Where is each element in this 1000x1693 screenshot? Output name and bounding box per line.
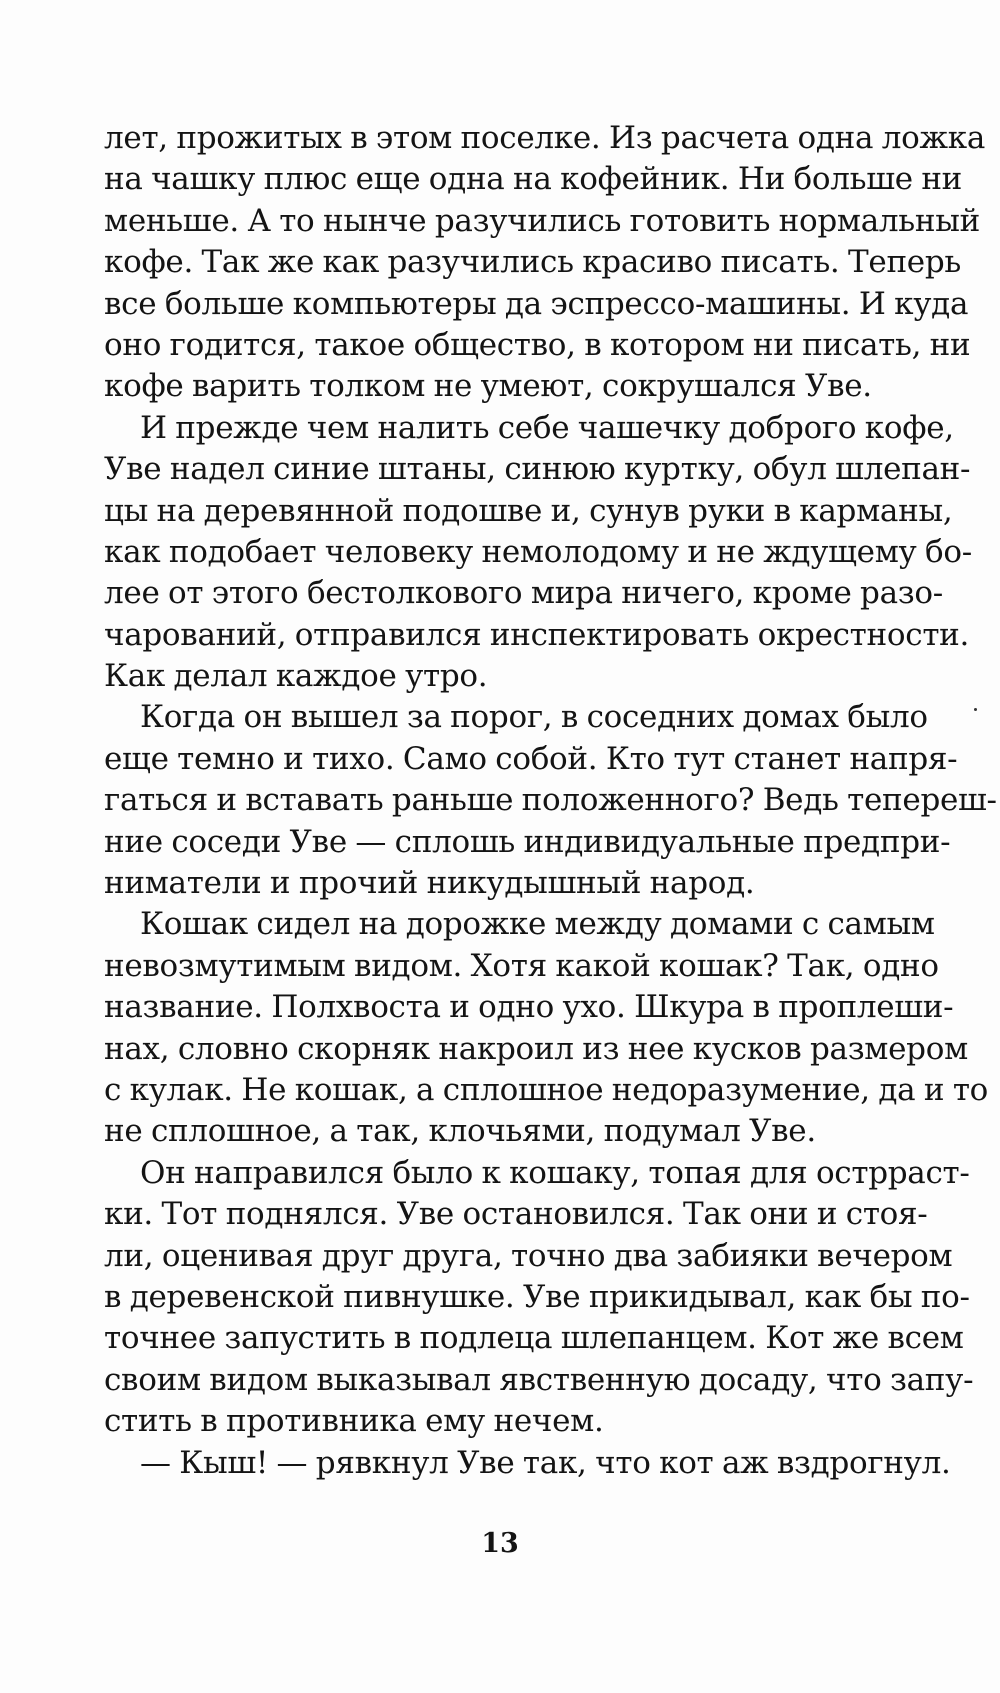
text-line: Он направился было к кошаку, топая для острраст- — [140, 1154, 970, 1191]
text-line: в деревенской пивнушке. Уве прикидывал, как бы по- — [104, 1278, 970, 1315]
text-line: Кошак сидел на дорожке между домами с самым — [140, 906, 935, 943]
paragraph-5 — [104, 1153, 974, 1443]
text-line: лет, прожитых в этом поселке. Из расчета одна ложка — [104, 120, 985, 156]
text-line: нах, словно скорняк накроил из нее кусков размером — [104, 1030, 968, 1067]
text-line: — Кыш! — рявкнул Уве так, что кот аж вздрогнул. — [140, 1444, 951, 1481]
paragraph-1 — [104, 118, 985, 408]
text-line: оно годится, такое общество, в котором ни писать, ни — [104, 326, 971, 363]
text-line: цы на деревянной подошве и, сунув руки в карманы, — [104, 492, 953, 529]
text-line: чарований, отправился инспектировать окрестности. — [104, 616, 970, 653]
text-line: как подобает человеку немолодому и не ждущему бо- — [104, 533, 972, 570]
text-line: кофе варить толком не умеют, сокрушался Уве. — [104, 368, 872, 405]
paragraph-2 — [104, 408, 972, 698]
text-line: Уве надел синие штаны, синюю куртку, обул шлепан- — [104, 451, 971, 488]
paragraph-3 — [104, 697, 997, 904]
text-line: ниматели и прочий никудышный народ. — [104, 865, 755, 902]
text-line: ли, оценивая друг друга, точно два забияки вечером — [104, 1237, 953, 1274]
text-line: еще темно и тихо. Само собой. Кто тут станет напря- — [104, 740, 958, 777]
text-line: своим видом выказывал явственную досаду, что запу- — [104, 1361, 974, 1398]
text-line: гаться и вставать раньше положенного? Ведь тепереш- — [104, 782, 997, 819]
text-line: Как делал каждое утро. — [104, 658, 488, 695]
page-number: 13 — [481, 1528, 519, 1559]
text-line: не сплошное, а так, клочьями, подумал Уве. — [104, 1113, 816, 1150]
text-line: ки. Тот поднялся. Уве остановился. Так они и стоя- — [104, 1196, 928, 1233]
text-line: все больше компьютеры да эспрессо-машины. И куда — [104, 285, 969, 322]
text-line: ние соседи Уве — сплошь индивидуальные предпри- — [104, 823, 951, 860]
text-line: на чашку плюс еще одна на кофейник. Ни больше ни — [104, 161, 963, 198]
print-speck — [974, 708, 977, 711]
text-line: стить в противника ему нечем. — [104, 1403, 604, 1440]
text-line: Когда он вышел за порог, в соседних домах было — [140, 699, 928, 736]
text-line: название. Полхвоста и одно ухо. Шкура в проплеши- — [104, 989, 954, 1026]
paragraph-6 — [104, 1443, 951, 1484]
paragraph-4 — [104, 904, 989, 1152]
text-line: с кулак. Не кошак, а сплошное недоразумение, да и то — [104, 1071, 989, 1108]
text-line: лее от этого бестолкового мира ничего, кроме разо- — [104, 575, 943, 612]
text-line: И прежде чем налить себе чашечку доброго кофе, — [140, 409, 954, 446]
text-line: меньше. А то нынче разучились готовить нормальный — [104, 202, 980, 239]
page-text — [104, 118, 997, 1484]
text-line: точнее запустить в подлеца шлепанцем. Кот же всем — [104, 1320, 964, 1357]
text-line: невозмутимым видом. Хотя какой кошак? Так, одно — [104, 947, 939, 984]
text-line: кофе. Так же как разучились красиво писать. Теперь — [104, 244, 961, 281]
